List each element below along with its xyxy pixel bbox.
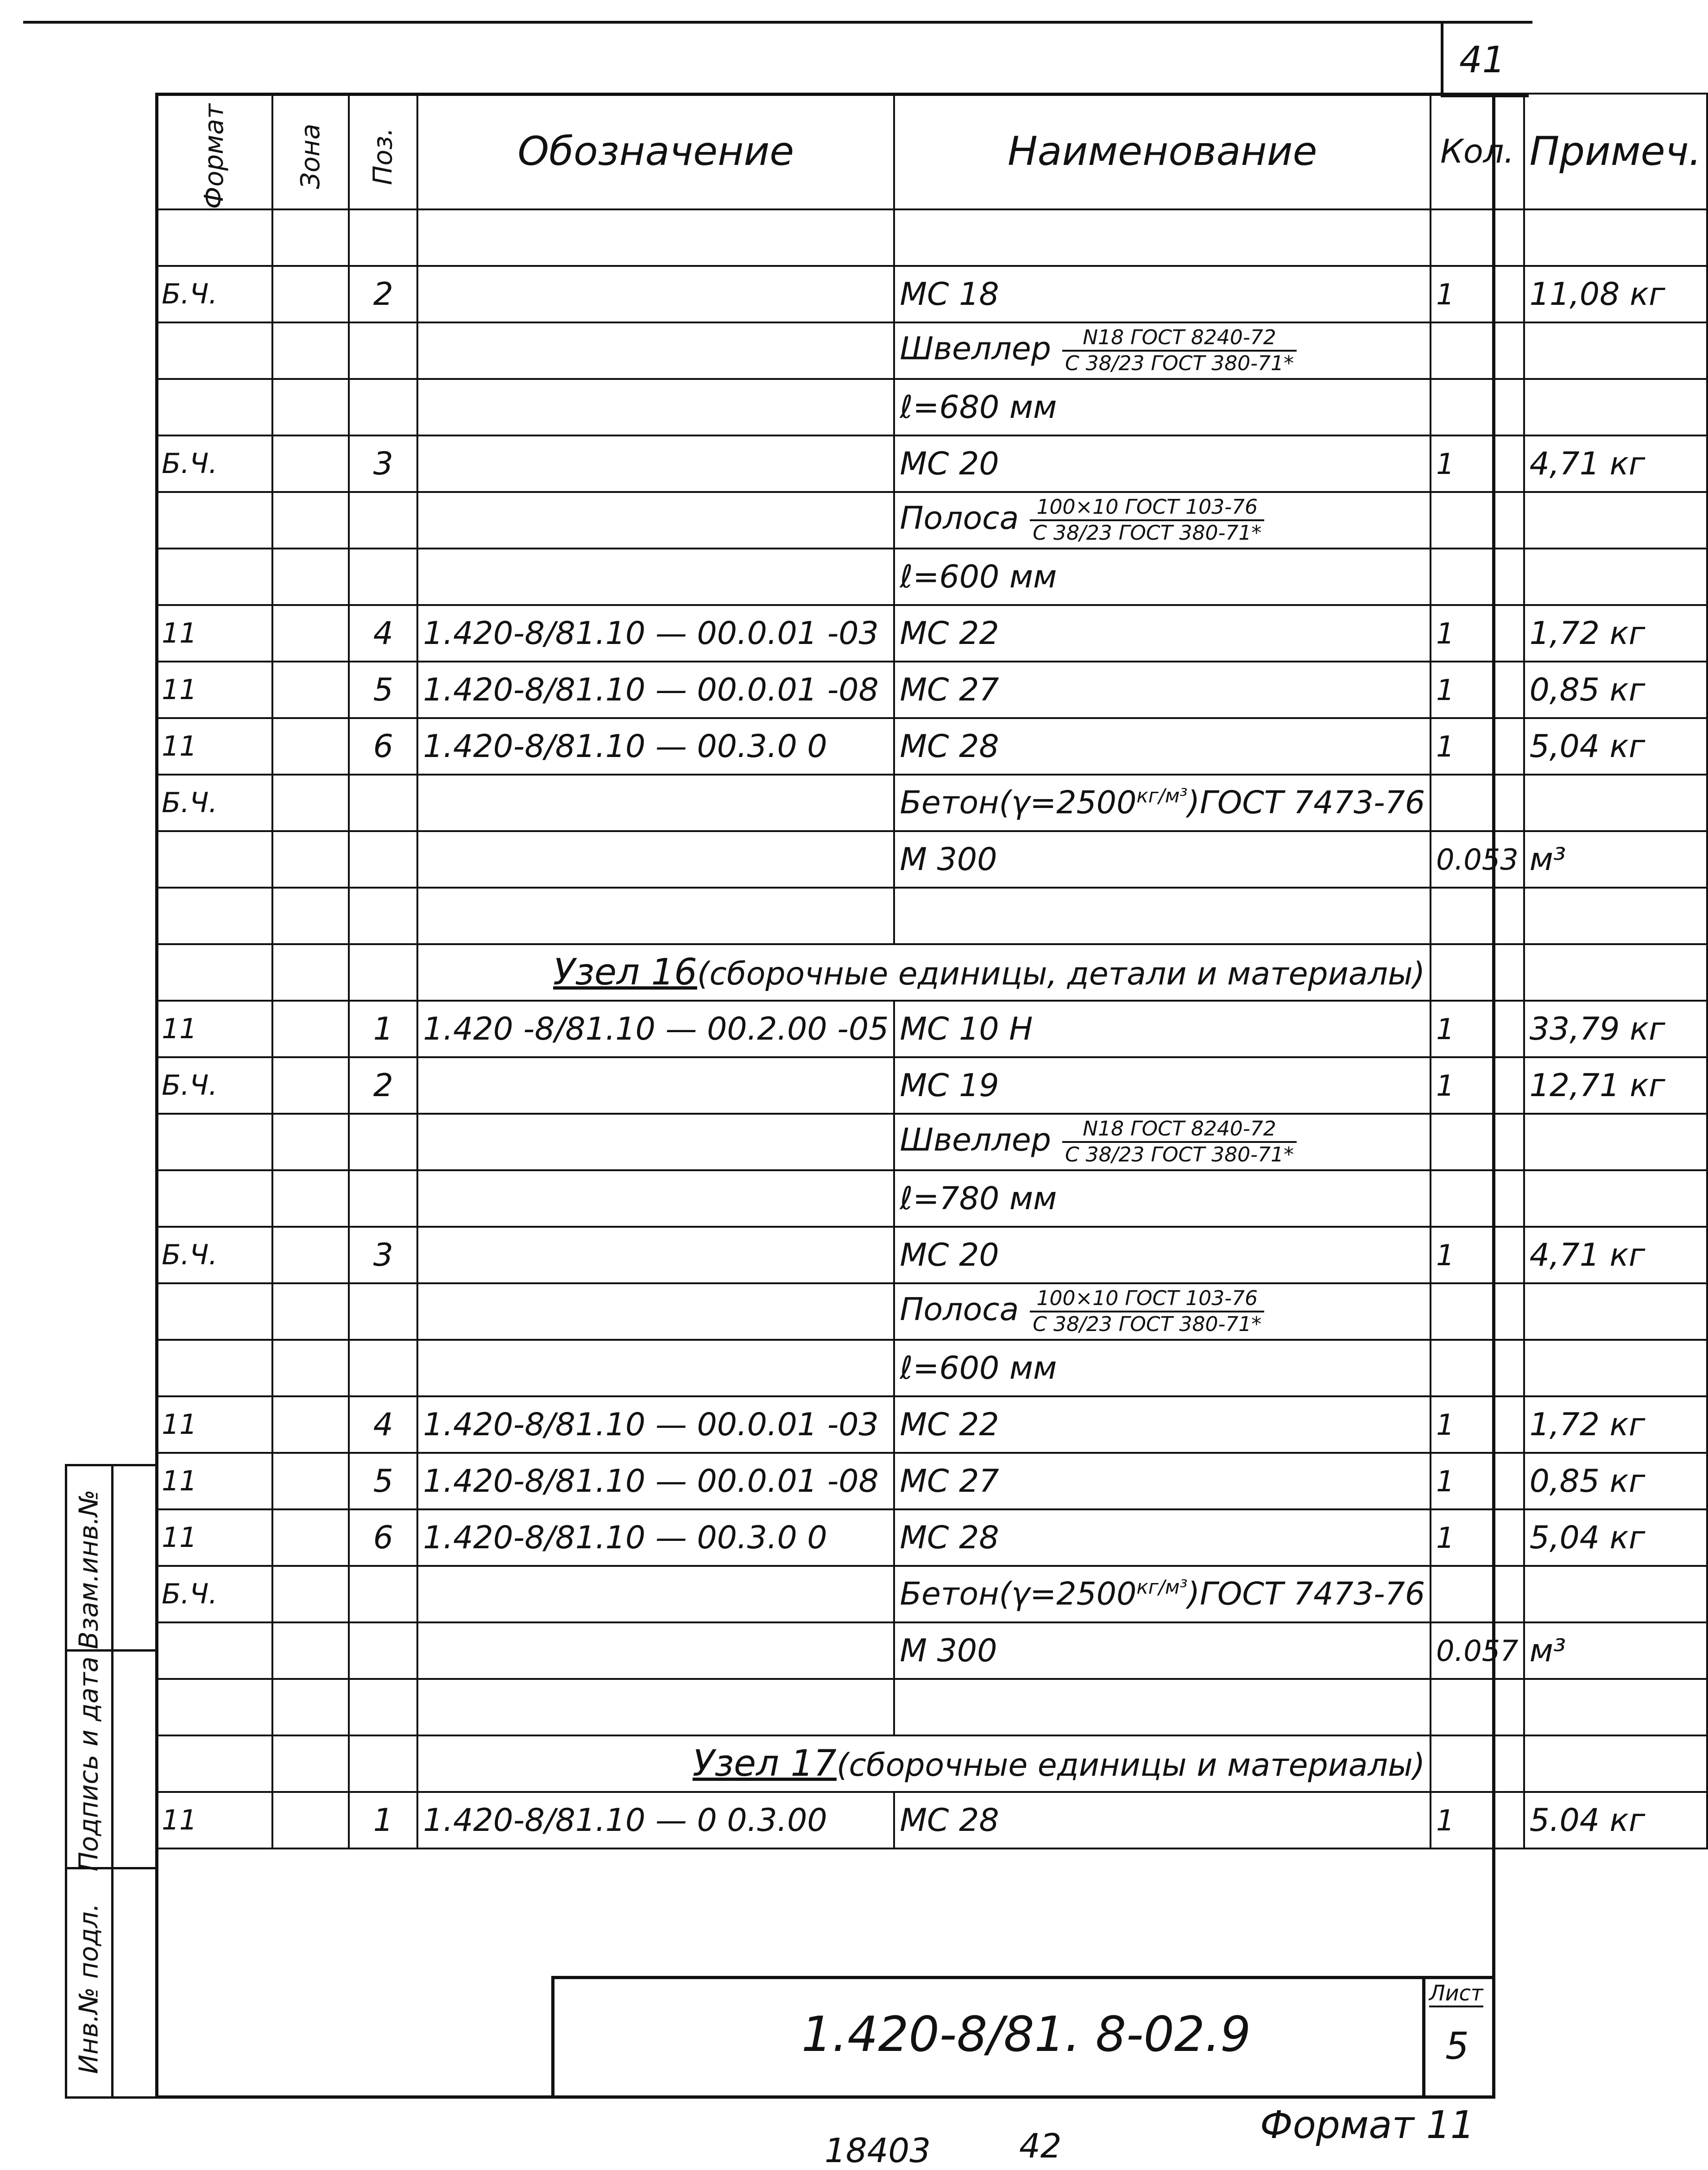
row-format: 11: [156, 1453, 272, 1509]
header-qty: Кол.: [1431, 94, 1524, 209]
row-zone: [272, 1679, 349, 1735]
row-pos: [349, 1735, 417, 1792]
row-pos: 5: [349, 662, 417, 718]
row-format: [156, 1622, 272, 1679]
table-row: [156, 1114, 1707, 1170]
side-stamp: [65, 1464, 155, 2099]
steel-standard: С 38/23 ГОСТ 380-71*: [1065, 1143, 1294, 1167]
row-format: [156, 944, 272, 1001]
row-name-text: МС 18: [900, 276, 999, 313]
row-format: Б.Ч.: [156, 1227, 272, 1283]
row-note: 0,85 кг: [1524, 662, 1707, 718]
row-note: 33,79 кг: [1524, 1001, 1707, 1057]
row-designation: 1.420-8/81.10 — 00.0.01 -08: [417, 662, 894, 718]
row-designation: [417, 492, 894, 549]
table-header-row: [156, 94, 1707, 209]
row-pos: [349, 1340, 417, 1396]
row-format: 11: [156, 1792, 272, 1848]
sign-date-cell: [67, 1652, 155, 1872]
row-qty: [1431, 888, 1524, 944]
row-name-text: МС 28: [900, 728, 999, 765]
row-qty: 1: [1431, 1792, 1524, 1848]
row-pos: [349, 549, 417, 605]
table-row: [156, 209, 1707, 266]
replace-inv-cell: [67, 1466, 155, 1652]
row-qty: 1: [1431, 1396, 1524, 1453]
format-note: Формат 11: [1260, 2103, 1475, 2147]
row-note: 4,71 кг: [1524, 1227, 1707, 1283]
row-zone: [272, 1566, 349, 1622]
row-zone: [272, 1114, 349, 1170]
row-qty: [1431, 549, 1524, 605]
row-name-text: Полоса: [900, 1291, 1019, 1328]
row-name: [894, 662, 1431, 718]
inv-orig-cell: [67, 1869, 155, 2099]
row-zone: [272, 435, 349, 492]
row-name: [894, 888, 1431, 944]
row-name: [894, 1340, 1431, 1396]
row-format: [156, 322, 272, 379]
row-pos: [349, 831, 417, 888]
profile-standard: N18 ГОСТ 8240-72: [1062, 328, 1297, 352]
node-title-label: Узел 16: [553, 952, 697, 993]
row-name: [894, 266, 1431, 322]
row-zone: [272, 605, 349, 662]
row-note: [1524, 888, 1707, 944]
row-format: 11: [156, 662, 272, 718]
row-pos: [349, 492, 417, 549]
row-qty: 1: [1431, 1453, 1524, 1509]
row-qty: 1: [1431, 605, 1524, 662]
row-designation: [417, 831, 894, 888]
row-format: 11: [156, 1396, 272, 1453]
row-pos: [349, 1566, 417, 1622]
row-pos: 5: [349, 1453, 417, 1509]
row-zone: [272, 944, 349, 1001]
replace-inv-label: Взам.инв.№: [74, 1489, 104, 1649]
row-name-text: Бетон(γ=2500: [900, 784, 1137, 821]
node-title-label: Узел 17: [693, 1743, 837, 1785]
table-row: [156, 1622, 1707, 1679]
row-pos: 1: [349, 1792, 417, 1848]
row-note: 4,71 кг: [1524, 435, 1707, 492]
standard-fraction: [1062, 1119, 1297, 1165]
row-name: [894, 1566, 1431, 1622]
row-qty: [1431, 1679, 1524, 1735]
row-designation: [417, 1227, 894, 1283]
row-qty: 1: [1431, 1057, 1524, 1114]
row-name: [894, 379, 1431, 435]
row-format: Б.Ч.: [156, 775, 272, 831]
row-name-text: Полоса: [900, 500, 1019, 537]
table-row: [156, 1057, 1707, 1114]
row-pos: [349, 1114, 417, 1170]
row-zone: [272, 1340, 349, 1396]
row-name-tail: )ГОСТ 7473-76: [1187, 784, 1425, 821]
inv-orig-label: Инв.№ подл.: [74, 1903, 104, 2074]
table-row: [156, 379, 1707, 435]
row-name-text: ℓ=600 мм: [900, 558, 1057, 595]
row-qty: [1431, 1735, 1524, 1792]
row-format: 11: [156, 1001, 272, 1057]
row-name-text: Швеллер: [900, 330, 1051, 367]
row-pos: 1: [349, 1001, 417, 1057]
row-zone: [272, 549, 349, 605]
row-note: [1524, 322, 1707, 379]
row-designation: [417, 379, 894, 435]
row-qty: [1431, 1114, 1524, 1170]
row-zone: [272, 775, 349, 831]
row-designation: 1.420-8/81.10 — 00.0.01 -03: [417, 605, 894, 662]
steel-standard: С 38/23 ГОСТ 380-71*: [1033, 521, 1262, 545]
row-name-text: МС 27: [900, 671, 999, 708]
table-row: [156, 549, 1707, 605]
row-format: [156, 1170, 272, 1227]
node-title: [417, 1735, 1431, 1792]
row-format: Б.Ч.: [156, 435, 272, 492]
row-name-text: Бетон(γ=2500: [900, 1576, 1137, 1613]
row-format: [156, 379, 272, 435]
table-row: [156, 944, 1707, 1001]
row-pos: [349, 775, 417, 831]
row-note: [1524, 1170, 1707, 1227]
row-pos: 4: [349, 605, 417, 662]
row-qty: [1431, 379, 1524, 435]
row-zone: [272, 1622, 349, 1679]
row-qty: 0.053: [1431, 831, 1524, 888]
row-note: м³: [1524, 831, 1707, 888]
row-qty: 1: [1431, 1001, 1524, 1057]
profile-standard: 100×10 ГОСТ 103-76: [1030, 1288, 1264, 1312]
table-row: [156, 1453, 1707, 1509]
row-qty: [1431, 1340, 1524, 1396]
specification-table: [155, 93, 1708, 1849]
table-row: [156, 1283, 1707, 1340]
table-row: [156, 662, 1707, 718]
row-qty: 0.057: [1431, 1622, 1524, 1679]
table-row: [156, 1509, 1707, 1566]
row-designation: [417, 209, 894, 266]
document-code: 1.420-8/81. 8-02.9: [801, 2006, 1251, 2063]
row-note: 1,72 кг: [1524, 1396, 1707, 1453]
row-qty: 1: [1431, 435, 1524, 492]
row-zone: [272, 1453, 349, 1509]
node-title: [417, 944, 1431, 1001]
table-row: [156, 831, 1707, 888]
header-name: Наименование: [894, 94, 1431, 209]
table-row: [156, 1340, 1707, 1396]
row-name: [894, 1057, 1431, 1114]
row-format: [156, 1340, 272, 1396]
header-designation: Обозначение: [417, 94, 894, 209]
row-qty: [1431, 1566, 1524, 1622]
row-name-text: МС 22: [900, 1406, 999, 1443]
row-name: [894, 322, 1431, 379]
row-note: 5,04 кг: [1524, 718, 1707, 775]
row-note: м³: [1524, 1622, 1707, 1679]
row-zone: [272, 888, 349, 944]
row-name: [894, 492, 1431, 549]
row-zone: [272, 266, 349, 322]
standard-fraction: [1062, 328, 1297, 374]
sheet-label: Лист: [1429, 1981, 1483, 2007]
archive-number: 18403: [825, 2131, 931, 2170]
row-designation: [417, 1622, 894, 1679]
row-format: 11: [156, 718, 272, 775]
row-pos: 2: [349, 266, 417, 322]
table-row: [156, 1396, 1707, 1453]
row-designation: [417, 549, 894, 605]
table-row: [156, 492, 1707, 549]
row-qty: [1431, 775, 1524, 831]
row-format: [156, 888, 272, 944]
row-qty: 1: [1431, 1509, 1524, 1566]
header-pos: Поз.: [349, 94, 417, 209]
row-name: [894, 1170, 1431, 1227]
row-note: [1524, 1679, 1707, 1735]
row-format: [156, 1114, 272, 1170]
header-note: Примеч.: [1524, 94, 1707, 209]
table-row: [156, 435, 1707, 492]
row-pos: 3: [349, 1227, 417, 1283]
row-name: [894, 1001, 1431, 1057]
row-note: 0,85 кг: [1524, 1453, 1707, 1509]
row-note: [1524, 944, 1707, 1001]
header-zone: Зона: [272, 94, 349, 209]
table-row: [156, 1679, 1707, 1735]
row-format: Б.Ч.: [156, 1566, 272, 1622]
row-name-text: Швеллер: [900, 1122, 1051, 1159]
row-designation: 1.420-8/81.10 — 00.0.01 -03: [417, 1396, 894, 1453]
row-name-tail: )ГОСТ 7473-76: [1187, 1576, 1425, 1613]
row-pos: [349, 1622, 417, 1679]
row-designation: [417, 1566, 894, 1622]
table-row: [156, 1735, 1707, 1792]
row-qty: [1431, 322, 1524, 379]
row-pos: 2: [349, 1057, 417, 1114]
row-note: [1524, 1114, 1707, 1170]
row-pos: [349, 1170, 417, 1227]
row-zone: [272, 1283, 349, 1340]
row-qty: 1: [1431, 266, 1524, 322]
row-note: [1524, 775, 1707, 831]
row-name: [894, 1622, 1431, 1679]
standard-fraction: [1030, 497, 1264, 543]
row-name: [894, 775, 1431, 831]
row-zone: [272, 1792, 349, 1848]
row-name-text: МС 28: [900, 1519, 999, 1556]
table-row: [156, 1001, 1707, 1057]
row-designation: [417, 266, 894, 322]
row-name-text: ℓ=680 мм: [900, 389, 1057, 426]
sheet-number: 5: [1445, 2025, 1469, 2068]
row-note: [1524, 549, 1707, 605]
row-format: [156, 492, 272, 549]
row-name-text: ℓ=600 мм: [900, 1350, 1057, 1387]
row-name-text: М 300: [900, 841, 997, 878]
table-row: [156, 775, 1707, 831]
row-pos: 6: [349, 1509, 417, 1566]
row-pos: [349, 1679, 417, 1735]
row-zone: [272, 492, 349, 549]
row-designation: 1.420 -8/81.10 — 00.2.00 -05: [417, 1001, 894, 1057]
row-note: [1524, 1283, 1707, 1340]
row-note: 1,72 кг: [1524, 605, 1707, 662]
table-row: [156, 266, 1707, 322]
row-zone: [272, 831, 349, 888]
row-pos: [349, 379, 417, 435]
row-designation: [417, 435, 894, 492]
row-pos: [349, 888, 417, 944]
row-name: [894, 1396, 1431, 1453]
row-designation: [417, 1283, 894, 1340]
row-note: [1524, 209, 1707, 266]
node-title-detail: (сборочные единицы, детали и материалы): [697, 956, 1425, 992]
row-qty: [1431, 1283, 1524, 1340]
row-designation: [417, 1340, 894, 1396]
density-unit: кг/м³: [1136, 784, 1188, 807]
row-name: [894, 1283, 1431, 1340]
table-row: [156, 718, 1707, 775]
row-pos: 3: [349, 435, 417, 492]
row-note: 5,04 кг: [1524, 1509, 1707, 1566]
table-row: [156, 888, 1707, 944]
steel-standard: С 38/23 ГОСТ 380-71*: [1065, 352, 1294, 375]
top-border-line: [23, 21, 1532, 24]
row-name-text: МС 22: [900, 615, 999, 652]
page-number: 41: [1459, 39, 1506, 81]
row-name-text: МС 28: [900, 1802, 999, 1839]
row-note: [1524, 1735, 1707, 1792]
row-name-text: МС 19: [900, 1067, 999, 1104]
row-name-text: ℓ=780 мм: [900, 1180, 1057, 1217]
row-designation: [417, 1170, 894, 1227]
table-row: [156, 322, 1707, 379]
row-qty: 1: [1431, 718, 1524, 775]
table-row: [156, 1566, 1707, 1622]
row-qty: 1: [1431, 1227, 1524, 1283]
row-format: Б.Ч.: [156, 266, 272, 322]
row-pos: [349, 209, 417, 266]
sign-date-label: Подпись и дата: [74, 1656, 104, 1872]
row-designation: 1.420-8/81.10 — 0 0.3.00: [417, 1792, 894, 1848]
standard-fraction: [1030, 1288, 1264, 1335]
row-pos: 6: [349, 718, 417, 775]
table-row: [156, 1227, 1707, 1283]
table-row: [156, 1170, 1707, 1227]
row-name: [894, 605, 1431, 662]
density-unit: кг/м³: [1136, 1576, 1188, 1599]
row-designation: [417, 1114, 894, 1170]
row-name: [894, 549, 1431, 605]
row-name: [894, 1227, 1431, 1283]
row-zone: [272, 1227, 349, 1283]
row-format: [156, 549, 272, 605]
row-name-text: МС 20: [900, 445, 999, 482]
row-qty: [1431, 1170, 1524, 1227]
row-name: [894, 1509, 1431, 1566]
table-row: [156, 605, 1707, 662]
row-pos: [349, 322, 417, 379]
row-zone: [272, 209, 349, 266]
node-title-detail: (сборочные единицы и материалы): [836, 1747, 1425, 1784]
row-note: [1524, 1340, 1707, 1396]
row-zone: [272, 1057, 349, 1114]
row-name-text: М 300: [900, 1632, 997, 1669]
row-designation: 1.420-8/81.10 — 00.3.0 0: [417, 1509, 894, 1566]
row-name-text: МС 27: [900, 1463, 999, 1500]
profile-standard: N18 ГОСТ 8240-72: [1062, 1119, 1297, 1143]
header-format: Формат: [156, 94, 272, 209]
row-zone: [272, 322, 349, 379]
row-designation: [417, 1057, 894, 1114]
row-qty: [1431, 944, 1524, 1001]
profile-standard: 100×10 ГОСТ 103-76: [1030, 497, 1264, 521]
row-name-text: МС 10 Н: [900, 1010, 1033, 1047]
row-note: [1524, 1566, 1707, 1622]
row-format: 11: [156, 605, 272, 662]
row-designation: 1.420-8/81.10 — 00.3.0 0: [417, 718, 894, 775]
row-qty: 1: [1431, 662, 1524, 718]
row-note: 5.04 кг: [1524, 1792, 1707, 1848]
archive-mark: 42: [1019, 2126, 1062, 2165]
row-zone: [272, 1001, 349, 1057]
row-designation: 1.420-8/81.10 — 00.0.01 -08: [417, 1453, 894, 1509]
row-name: [894, 1679, 1431, 1735]
row-format: Б.Ч.: [156, 1057, 272, 1114]
row-name: [894, 1792, 1431, 1848]
row-name: [894, 209, 1431, 266]
row-designation: [417, 1679, 894, 1735]
row-name-text: МС 20: [900, 1236, 999, 1274]
row-format: [156, 831, 272, 888]
table-row: [156, 1792, 1707, 1848]
steel-standard: С 38/23 ГОСТ 380-71*: [1033, 1312, 1262, 1336]
row-pos: [349, 1283, 417, 1340]
row-pos: 4: [349, 1396, 417, 1453]
row-format: [156, 209, 272, 266]
row-zone: [272, 1396, 349, 1453]
row-zone: [272, 718, 349, 775]
row-note: 11,08 кг: [1524, 266, 1707, 322]
row-name: [894, 718, 1431, 775]
row-zone: [272, 1509, 349, 1566]
row-designation: [417, 888, 894, 944]
row-zone: [272, 1735, 349, 1792]
row-format: [156, 1283, 272, 1340]
row-format: 11: [156, 1509, 272, 1566]
row-note: [1524, 492, 1707, 549]
row-name: [894, 435, 1431, 492]
row-qty: [1431, 492, 1524, 549]
row-name: [894, 831, 1431, 888]
row-zone: [272, 379, 349, 435]
row-name: [894, 1114, 1431, 1170]
row-qty: [1431, 209, 1524, 266]
row-format: [156, 1735, 272, 1792]
row-designation: [417, 775, 894, 831]
row-note: [1524, 379, 1707, 435]
row-zone: [272, 662, 349, 718]
row-name: [894, 1453, 1431, 1509]
row-format: [156, 1679, 272, 1735]
row-zone: [272, 1170, 349, 1227]
row-note: 12,71 кг: [1524, 1057, 1707, 1114]
row-designation: [417, 322, 894, 379]
row-pos: [349, 944, 417, 1001]
